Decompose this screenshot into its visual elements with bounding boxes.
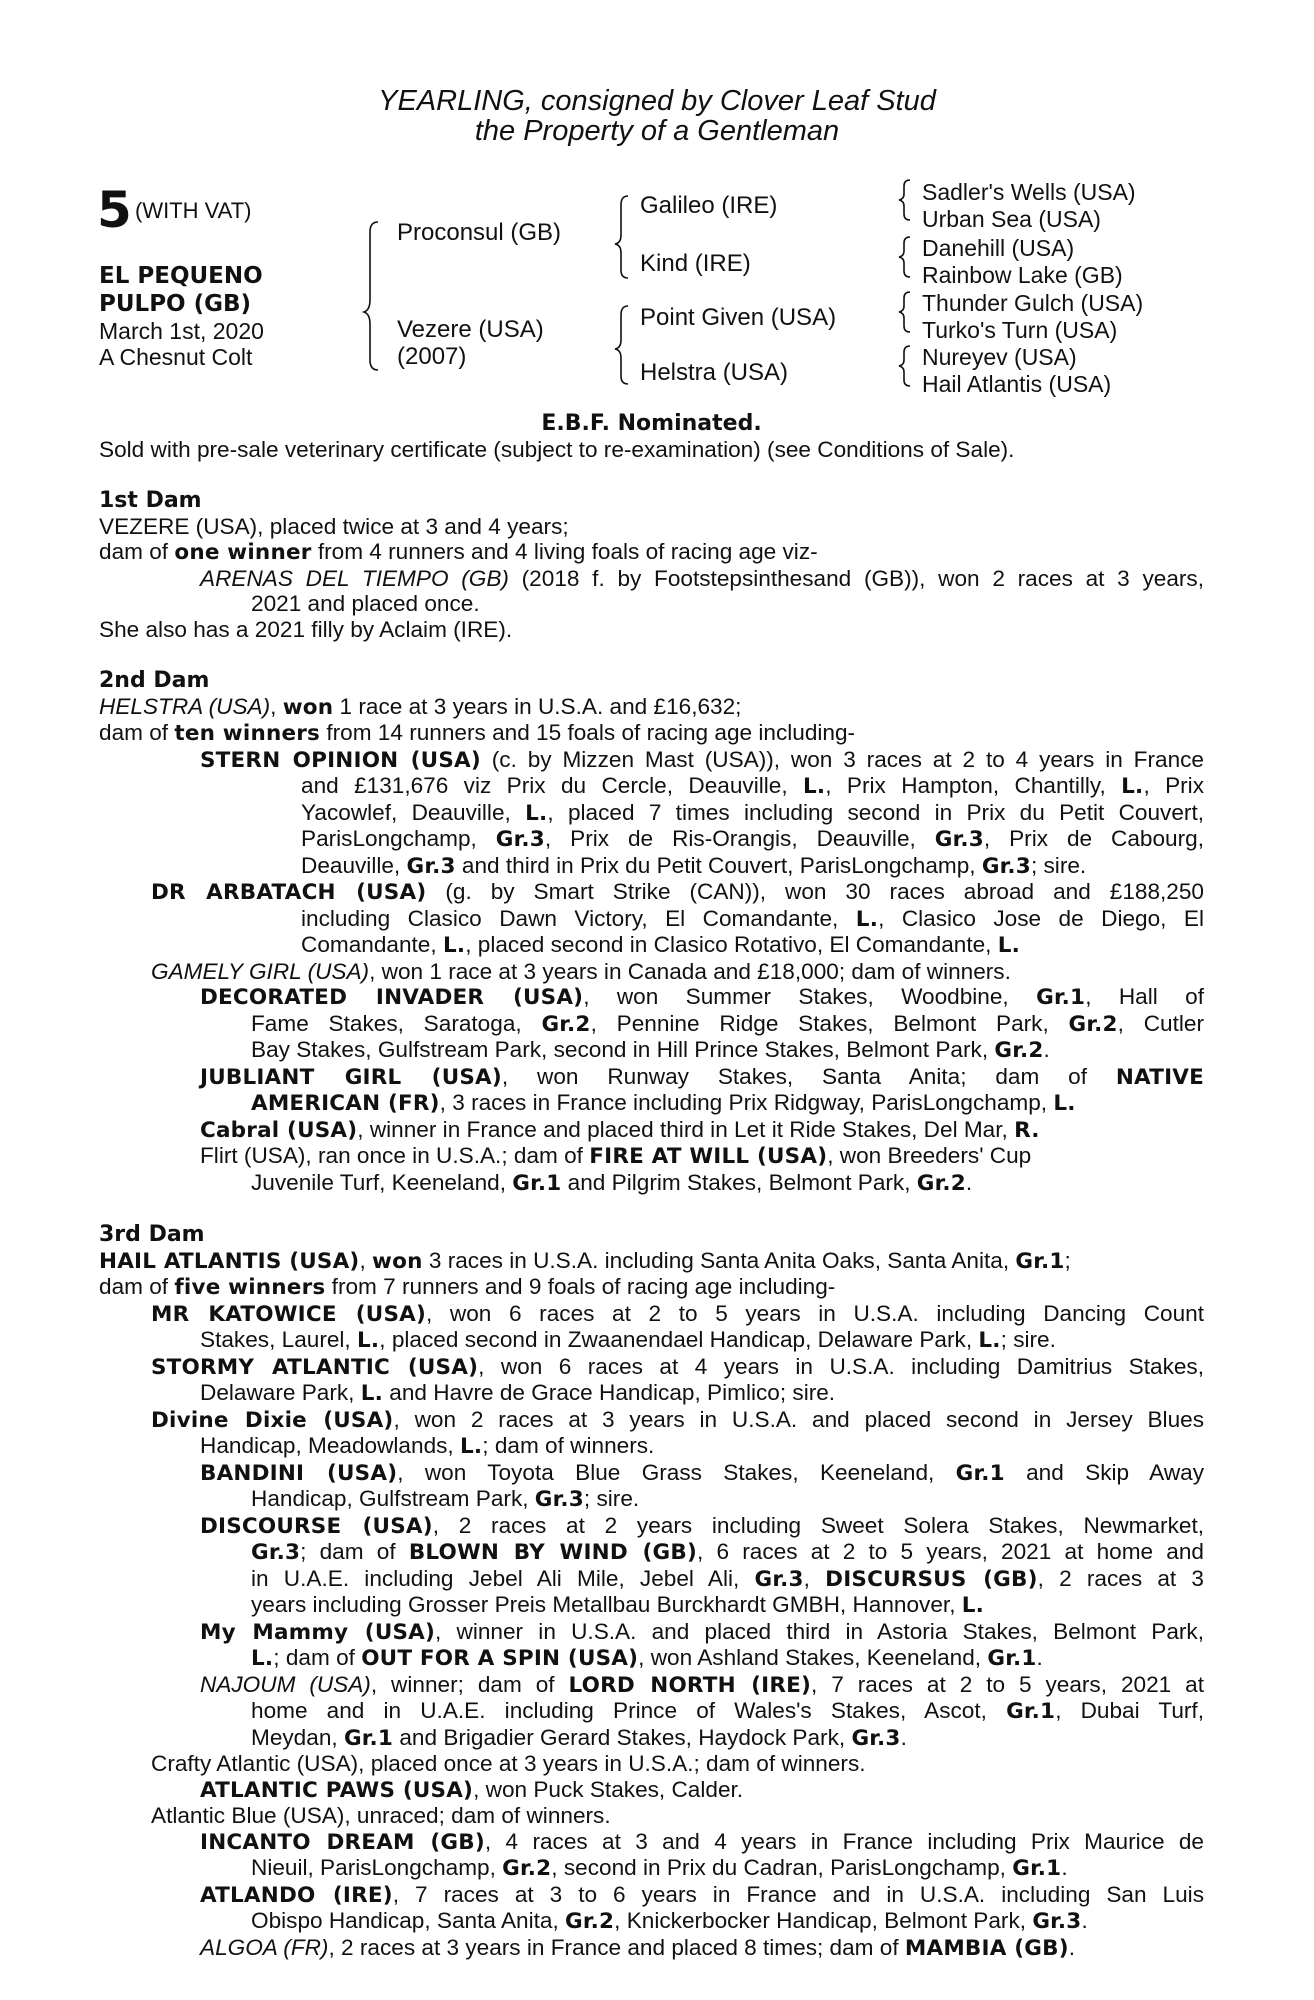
pedigree-ggp-6: Turko's Turn (USA) <box>922 317 1118 343</box>
dam3-entry-my-mammy: My Mammy (USA), winner in U.S.A. and placed third in Astoria Stakes, Belmont Park, <box>200 1618 1205 1645</box>
dam3-entry-najoum: NAJOUM (USA), winner; dam of LORD NORTH (IRE), 7 races at 2 to 5 years, 2021 at <box>200 1671 1204 1698</box>
dam3-entry-najoum-3: Meydan, Gr.1 and Brigadier Gerard Stakes, Haydock Park, Gr.3. <box>251 1724 907 1751</box>
dam2-entry-jubliant-girl: JUBLIANT GIRL (USA), won Runway Stakes, Santa Anita; dam of NATIVE <box>200 1063 1204 1090</box>
ebf-nominated: E.B.F. Nominated. <box>541 411 762 436</box>
dam3-entry-atlantic-paws: ATLANTIC PAWS (USA), won Puck Stakes, Calder. <box>200 1776 744 1803</box>
dam2-entry-dr-arbatach-3: Comandante, L., placed second in Clasico Rotativo, El Comandante, L. <box>301 932 1020 958</box>
dam3-entry-discourse-4: years including Grosser Preis Metallbau Burckhardt GMBH, Hannover, L. <box>251 1592 985 1618</box>
pedigree-ggp-5: Thunder Gulch (USA) <box>922 290 1144 316</box>
dam3-entry-atlantic-blue: Atlantic Blue (USA), unraced; dam of winners. <box>151 1803 611 1828</box>
pedigree-ggp-2: Urban Sea (USA) <box>922 206 1101 232</box>
dam1-produce-entry: ARENAS DEL TIEMPO (GB) (2018 f. by Footstepsinthesand (GB)), won 2 races at 3 years, <box>200 565 1204 591</box>
dam2-entry-dr-arbatach: DR ARBATACH (USA) (g. by Smart Strike (CAN)), won 30 races abroad and £188,250 <box>151 879 1204 905</box>
pedigree-ggp-4: Rainbow Lake (GB) <box>922 262 1123 288</box>
dam2-entry-stern-opinion-4: ParisLongchamp, Gr.3, Prix de Ris-Orangis, Deauville, Gr.3, Prix de Cabourg, <box>301 826 1204 852</box>
dam3-entry-discourse-3: in U.A.E. including Jebel Ali Mile, Jebel Ali, Gr.3, DISCURSUS (GB), 2 races at 3 <box>251 1565 1204 1592</box>
dam2-line: HELSTRA (USA), won 1 race at 3 years in U.S.A. and £16,632; <box>99 693 742 720</box>
pedigree-sire: Proconsul (GB) <box>397 219 562 246</box>
pedigree-ggp-7: Nureyev (USA) <box>922 344 1077 370</box>
dam1-line: VEZERE (USA), placed twice at 3 and 4 years; <box>99 513 569 539</box>
dam1-title: 1st Dam <box>99 488 202 513</box>
catalogue-body <box>99 410 1204 1961</box>
dam3-entry-divine-dixie-2: Handicap, Meadowlands, L.; dam of winners. <box>200 1433 655 1459</box>
dam3-entry-my-mammy-2: L.; dam of OUT FOR A SPIN (USA), won Ashland Stakes, Keeneland, Gr.1. <box>251 1645 1043 1671</box>
dam2-entry-stern-opinion: STERN OPINION (USA) (c. by Mizzen Mast (USA)), won 3 races at 2 to 4 years in France <box>200 746 1204 773</box>
dam2-entry-gamely-girl: GAMELY GIRL (USA), won 1 race at 3 years in Canada and £18,000; dam of winners. <box>151 958 1011 984</box>
dam3-entry-algoa: ALGOA (FR), 2 races at 3 years in France and placed 8 times; dam of MAMBIA (GB). <box>200 1934 1076 1961</box>
dam2-entry-cabral: Cabral (USA), winner in France and placed third in Let it Ride Stakes, Del Mar, R. <box>200 1116 1040 1143</box>
dam3-entry-mr-katowice-2: Stakes, Laurel, L., placed second in Zwaanendael Handicap, Delaware Park, L.; sire. <box>200 1327 1056 1353</box>
horse-description: A Chesnut Colt <box>99 344 253 370</box>
dam2-entry-dr-arbatach-2: including Clasico Dawn Victory, El Comandante, L., Clasico Jose de Diego, El <box>301 905 1205 932</box>
dam2-entry-decorated-invader-2: Fame Stakes, Saratoga, Gr.2, Pennine Ridge Stakes, Belmont Park, Gr.2, Cutler <box>251 1010 1204 1037</box>
ebf-line <box>99 410 1204 437</box>
dam3-entry-divine-dixie: Divine Dixie (USA), won 2 races at 3 years in U.S.A. and placed second in Jersey Blues <box>151 1406 1204 1433</box>
dam2-entry-stern-opinion-2: and £131,676 viz Prix du Cercle, Deauville, L., Prix Hampton, Chantilly, L., Prix <box>301 773 1204 799</box>
pedigree-dam-sire: Point Given (USA) <box>640 304 837 331</box>
horse-name-line2: PULPO (GB) <box>99 291 252 317</box>
header-line2: the Property of a Gentleman <box>474 115 840 147</box>
lot-vat: (WITH VAT) <box>135 198 252 223</box>
dam2-title: 2nd Dam <box>99 668 210 693</box>
pedigree-ggp-1: Sadler's Wells (USA) <box>922 179 1136 205</box>
dam3-entry-bandini: BANDINI (USA), won Toyota Blue Grass Stakes, Keeneland, Gr.1 and Skip Away <box>200 1459 1205 1486</box>
pedigree-ggp-3: Danehill (USA) <box>922 235 1075 261</box>
dam3-entry-bandini-2: Handicap, Gulfstream Park, Gr.3; sire. <box>251 1486 640 1512</box>
dam2-entry-stern-opinion-5: Deauville, Gr.3 and third in Prix du Petit Couvert, ParisLongchamp, Gr.3; sire. <box>301 852 1087 879</box>
dam3-entry-atlando-2: Obispo Handicap, Santa Anita, Gr.2, Knickerbocker Handicap, Belmont Park, Gr.3. <box>251 1908 1088 1934</box>
dam2-entry-decorated-invader-3: Bay Stakes, Gulfstream Park, second in Hill Prince Stakes, Belmont Park, Gr.2. <box>251 1037 1050 1063</box>
vet-note: Sold with pre-sale veterinary certificate (subject to re-examination) (see Conditions of Sale). <box>99 436 1015 462</box>
pedigree-dam-year: (2007) <box>397 343 467 370</box>
dam1-produce-summary: dam of one winner from 4 runners and 4 living foals of racing age viz- <box>99 539 818 565</box>
dam3-entry-najoum-2: home and in U.A.E. including Prince of Wales's Stakes, Ascot, Gr.1, Dubai Turf, <box>251 1698 1204 1724</box>
dam3-entry-atlando: ATLANDO (IRE), 7 races at 3 to 6 years in France and in U.S.A. including San Luis <box>200 1881 1204 1908</box>
dam1-produce-entry-cont: 2021 and placed once. <box>251 591 480 616</box>
pedigree-dam-dam: Helstra (USA) <box>640 359 789 386</box>
dam3-entry-stormy-atlantic: STORMY ATLANTIC (USA), won 6 races at 4 years in U.S.A. including Damitrius Stakes, <box>151 1353 1205 1380</box>
dam3-entry-crafty-atlantic: Crafty Atlantic (USA), placed once at 3 years in U.S.A.; dam of winners. <box>151 1751 866 1776</box>
horse-name-line1: EL PEQUENO <box>99 263 263 289</box>
dam3-entry-incanto-dream-2: Nieuil, ParisLongchamp, Gr.2, second in Prix du Cadran, ParisLongchamp, Gr.1. <box>251 1855 1068 1881</box>
dam3-entry-incanto-dream: INCANTO DREAM (GB), 4 races at 3 and 4 years in France including Prix Maurice de <box>200 1828 1204 1855</box>
pedigree-sire-sire: Galileo (IRE) <box>640 192 778 219</box>
dam2-produce-summary: dam of ten winners from 14 runners and 15 foals of racing age including- <box>99 720 856 746</box>
dam2-entry-decorated-invader: DECORATED INVADER (USA), won Summer Stakes, Woodbine, Gr.1, Hall of <box>200 984 1204 1010</box>
dam3-entry-stormy-atlantic-2: Delaware Park, L. and Havre de Grace Handicap, Pimlico; sire. <box>200 1380 836 1406</box>
lot-number: 5 <box>97 181 132 239</box>
dam2-entry-flirt: Flirt (USA), ran once in U.S.A.; dam of FIRE AT WILL (USA), won Breeders' Cup <box>200 1143 1032 1169</box>
dam2-entry-jubliant-girl-2: AMERICAN (FR), 3 races in France including Prix Ridgway, ParisLongchamp, L. <box>251 1090 1076 1116</box>
pedigree-ggp-8: Hail Atlantis (USA) <box>922 371 1112 397</box>
header-line1: YEARLING, consigned by Clover Leaf Stud <box>378 85 936 117</box>
dam3-entry-discourse: DISCOURSE (USA), 2 races at 2 years including Sweet Solera Stakes, Newmarket, <box>200 1512 1204 1539</box>
pedigree-sire-dam: Kind (IRE) <box>640 250 751 277</box>
dam2-entry-stern-opinion-3: Yacowlef, Deauville, L., placed 7 times including second in Prix du Petit Couvert, <box>301 799 1204 826</box>
dam1-note: She also has a 2021 filly by Aclaim (IRE). <box>99 616 513 642</box>
dam3-line: HAIL ATLANTIS (USA), won 3 races in U.S.A. including Santa Anita Oaks, Santa Anita, Gr.1; <box>99 1247 1071 1274</box>
pedigree-dam: Vezere (USA) <box>397 316 544 343</box>
dam2-entry-flirt-2: Juvenile Turf, Keeneland, Gr.1 and Pilgrim Stakes, Belmont Park, Gr.2. <box>251 1169 973 1196</box>
dam3-title: 3rd Dam <box>99 1222 205 1247</box>
dam3-produce-summary: dam of five winners from 7 runners and 9 foals of racing age including- <box>99 1274 836 1300</box>
dam3-entry-discourse-2: Gr.3; dam of BLOWN BY WIND (GB), 6 races at 2 to 5 years, 2021 at home and <box>251 1539 1204 1565</box>
dam3-entry-mr-katowice: MR KATOWICE (USA), won 6 races at 2 to 5 years in U.S.A. including Dancing Count <box>151 1300 1205 1327</box>
foaled-date: March 1st, 2020 <box>99 318 264 344</box>
